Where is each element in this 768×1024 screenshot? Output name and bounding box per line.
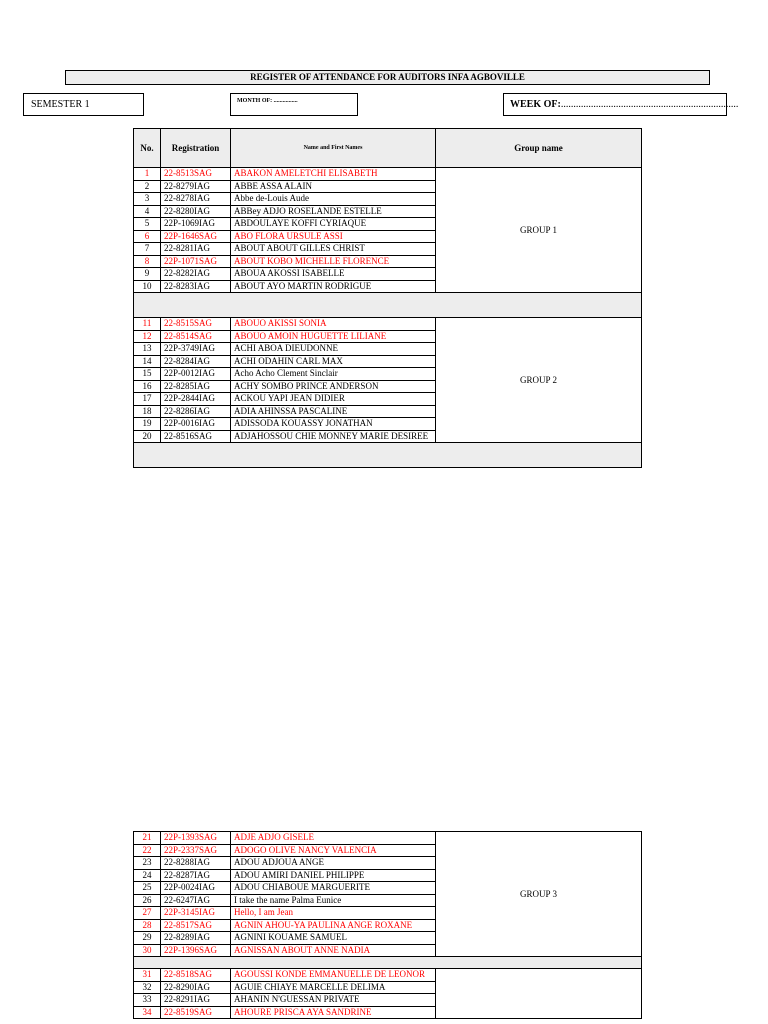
row-number: 27 [134,907,161,920]
row-number: 32 [134,981,161,994]
group-name-cell: GROUP 3 [436,832,642,957]
row-number: 25 [134,882,161,895]
row-name: ABDOULAYE KOFFI CYRIAQUE [231,218,436,231]
row-number: 30 [134,944,161,957]
row-registration: 22-8286IAG [161,405,231,418]
row-number: 6 [134,230,161,243]
row-name: ACHY SOMBO PRINCE ANDERSON [231,380,436,393]
row-registration: 22P-0024IAG [161,882,231,895]
row-number: 31 [134,969,161,982]
row-name: Acho Acho Clement Sinclair [231,368,436,381]
row-registration: 22-6247IAG [161,894,231,907]
row-name: ADJE ADJO GISELE [231,832,436,845]
separator-cell [134,443,642,468]
row-registration: 22-8278IAG [161,193,231,206]
row-name: AGOUSSI KONDE EMMANUELLE DE LEONOR [231,969,436,982]
row-registration: 22P-0016IAG [161,418,231,431]
month-box: MONTH OF: ................ [230,93,358,116]
row-name: I take the name Palma Eunice [231,894,436,907]
row-name: AGNINI KOUAME SAMUEL [231,932,436,945]
row-registration: 22-8516SAG [161,430,231,443]
row-name: ADOU ADJOUA ANGE [231,857,436,870]
row-number: 22 [134,844,161,857]
group-separator [134,443,642,468]
table-row [134,832,642,845]
row-name: ABOUT AYO MARTIN RODRIGUE [231,280,436,293]
row-name: Abbe de-Louis Aude [231,193,436,206]
row-number: 4 [134,205,161,218]
register-title: REGISTER OF ATTENDANCE FOR AUDITORS INFA AGBOVILLE [65,70,710,85]
row-registration: 22P-1069IAG [161,218,231,231]
row-registration: 22-8285IAG [161,380,231,393]
row-registration: 22-8282IAG [161,268,231,281]
row-name: Hello, I am Jean [231,907,436,920]
row-name: AGNIN AHOU-YA PAULINA ANGE ROXANE [231,919,436,932]
row-registration: 22-8291IAG [161,994,231,1007]
separator-cell [134,293,642,318]
row-number: 10 [134,280,161,293]
row-name: ABO FLORA URSULE ASSI [231,230,436,243]
row-number: 26 [134,894,161,907]
row-number: 1 [134,168,161,181]
semester-box: SEMESTER 1 [23,93,144,116]
row-name: ACKOU YAPI JEAN DIDIER [231,393,436,406]
row-number: 13 [134,343,161,356]
row-number: 7 [134,243,161,256]
header-name: Name and First Names [231,129,436,168]
row-name: AGUIE CHIAYE MARCELLE DELIMA [231,981,436,994]
row-registration: 22P-2844IAG [161,393,231,406]
row-registration: 22P-1396SAG [161,944,231,957]
row-name: ADOU CHIABOUE MARGUERITE [231,882,436,895]
row-number: 9 [134,268,161,281]
header-registration: Registration [161,129,231,168]
row-number: 5 [134,218,161,231]
row-registration: 22-8284IAG [161,355,231,368]
header-no: No. [134,129,161,168]
row-number: 14 [134,355,161,368]
row-name: ADOGO OLIVE NANCY VALENCIA [231,844,436,857]
week-box [503,93,739,116]
row-registration: 22-8279IAG [161,180,231,193]
row-registration: 22-8513SAG [161,168,231,181]
row-name: AHOURE PRISCA AYA SANDRINE [231,1006,436,1019]
row-number: 28 [134,919,161,932]
row-name: AGNISSAN ABOUT ANNE NADIA [231,944,436,957]
row-name: ADIA AHINSSA PASCALINE [231,405,436,418]
row-registration: 22-8514SAG [161,330,231,343]
attendance-table-1 [133,128,642,468]
attendance-table-2 [133,831,642,1019]
row-registration: 22P-1393SAG [161,832,231,845]
row-registration: 22P-1646SAG [161,230,231,243]
row-number: 34 [134,1006,161,1019]
row-name: ABOUO AMOIN HUGUETTE LILIANE [231,330,436,343]
row-number: 3 [134,193,161,206]
week-label: WEEK OF: [510,99,561,110]
group-name-cell [436,969,642,1019]
row-registration: 22-8283IAG [161,280,231,293]
row-registration: 22P-1071SAG [161,255,231,268]
row-number: 19 [134,418,161,431]
row-name: ABOUT ABOUT GILLES CHRIST [231,243,436,256]
row-number: 33 [134,994,161,1007]
group-separator [134,957,642,969]
row-registration: 22-8281IAG [161,243,231,256]
row-number: 17 [134,393,161,406]
row-name: ACHI ABOA DIEUDONNE [231,343,436,356]
row-number: 24 [134,869,161,882]
row-name: ADOU AMIRI DANIEL PHILIPPE [231,869,436,882]
row-registration: 22-8287IAG [161,869,231,882]
row-registration: 22-8515SAG [161,318,231,331]
row-name: AHANIN N'GUESSAN PRIVATE [231,994,436,1007]
row-registration: 22P-0012IAG [161,368,231,381]
row-number: 15 [134,368,161,381]
row-number: 29 [134,932,161,945]
row-registration: 22P-2337SAG [161,844,231,857]
row-number: 21 [134,832,161,845]
row-registration: 22-8280IAG [161,205,231,218]
row-name: ADISSODA KOUASSY JONATHAN [231,418,436,431]
row-registration: 22-8290IAG [161,981,231,994]
table-row [134,969,642,982]
separator-cell [134,957,642,969]
row-number: 18 [134,405,161,418]
row-number: 23 [134,857,161,870]
row-number: 11 [134,318,161,331]
table-row [134,318,642,331]
row-number: 16 [134,380,161,393]
row-name: ABOUT KOBO MICHELLE FLORENCE [231,255,436,268]
row-name: ABBE ASSA ALAIN [231,180,436,193]
row-name: ACHI ODAHIN CARL MAX [231,355,436,368]
header-group: Group name [436,129,642,168]
row-name: ABAKON AMELETCHI ELISABETH [231,168,436,181]
row-registration: 22-8518SAG [161,969,231,982]
row-name: ADJAHOSSOU CHIE MONNEY MARIE DESIREE [231,430,436,443]
group-name-cell: GROUP 2 [436,318,642,443]
row-registration: 22-8288IAG [161,857,231,870]
row-registration: 22-8517SAG [161,919,231,932]
group-separator [134,293,642,318]
row-number: 2 [134,180,161,193]
table-row [134,168,642,181]
row-number: 20 [134,430,161,443]
row-name: ABOUA AKOSSI ISABELLE [231,268,436,281]
row-number: 8 [134,255,161,268]
row-registration: 22-8289IAG [161,932,231,945]
row-name: ABOUO AKISSI SONIA [231,318,436,331]
row-registration: 22P-3749IAG [161,343,231,356]
row-name: ABBey ADJO ROSELANDE ESTELLE [231,205,436,218]
row-registration: 22-8519SAG [161,1006,231,1019]
week-dots: ....................................................................... [560,99,739,110]
group-name-cell: GROUP 1 [436,168,642,293]
row-number: 12 [134,330,161,343]
row-registration: 22P-3145IAG [161,907,231,920]
